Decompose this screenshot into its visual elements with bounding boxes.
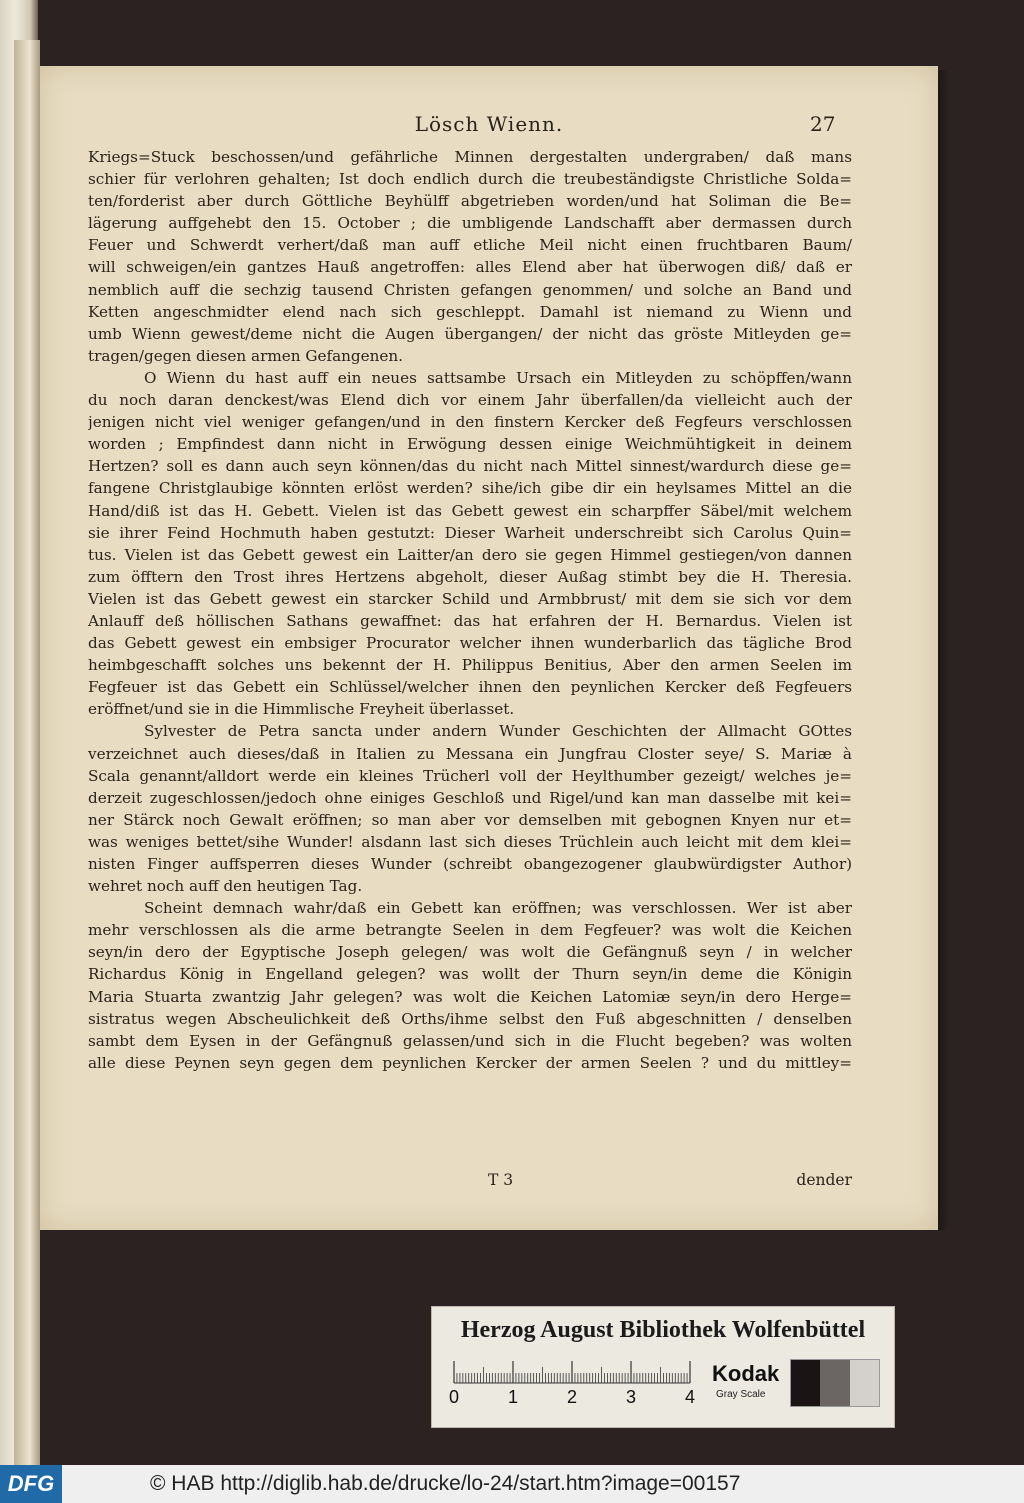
text-line: sistratus wegen Abscheulichkeit deß Orths/ihme selbst den Fuß abgeschnitten / denselben <box>88 1009 852 1028</box>
text-line: lägerung auffgehebt den 15. October ; die umbligende Landschafft aber dermassen durch <box>88 214 852 233</box>
text-line: Ketten angeschmidter elend nach sich geschleppt. Damahl ist niemand zu Wienn und <box>88 302 852 321</box>
text-line: wehret noch auff den heutigen Tag. <box>88 877 363 896</box>
gray-scale-patches <box>790 1359 880 1407</box>
text-line: O Wienn du hast auff ein neues sattsambe Ursach ein Mitleyden zu schöpffen/wann <box>144 368 852 387</box>
text-line: Hertzen? soll es dann auch seyn können/das du nicht nach Mittel sinnest/wardurch diese ge= <box>88 457 852 476</box>
text-line: verzeichnet auch dieses/daß in Italien zu Messana ein Jungfrau Closter seye/ S. Mariæ à <box>88 744 852 763</box>
text-line: Anlauff deß höllischen Sathans gewaffnet: das hat erfahren der H. Bernardus. Vielen ist <box>88 611 852 630</box>
ruler-number: 1 <box>507 1387 519 1405</box>
text-line: Maria Stuarta zwantzig Jahr gelegen? was wolt die Keichen Latomiæ seyn/in dero Herge= <box>88 987 852 1006</box>
text-line: Fegfeuer ist das Gebett ein Schlüssel/welcher ihnen den peynlichen Kercker deß Fegfeuers <box>88 678 852 697</box>
page-footer <box>88 1171 852 1195</box>
text-line: jenigen nicht viel weniger gefangen/und in den finstern Kercker deß Fegfeurs verschlossen <box>88 413 852 432</box>
text-line: ten/forderist aber durch Göttliche Beyhülff abgetrieben worden/und hat Soliman die Be= <box>88 192 852 211</box>
text-line: eröffnet/und sie in die Himmlische Freyheit überlasset. <box>88 700 515 719</box>
facing-page-edge <box>14 40 40 1465</box>
text-line: sambt dem Eysen in der Gefängnuß gelassen/und sich in die Flucht begeben? was wolten <box>88 1031 852 1050</box>
gray-patch <box>791 1360 820 1406</box>
text-line: seyn/in dero der Egyptische Joseph gelegen/ was wolt die Gefängnuß seyn / in welcher <box>88 943 852 962</box>
text-line: will schweigen/ein gantzes Hauß angetroffen: alles Elend aber hat überwogen diß/ daß er <box>88 258 852 277</box>
body-text <box>88 146 852 1074</box>
text-line: nemblich auff die sechzig tausend Christen gefangen genommen/ und solche an Band und <box>88 280 852 299</box>
text-line: du noch daran denckest/was Elend dich vor einem Jahr überfallen/da vielleicht auch der <box>88 391 852 410</box>
running-head <box>40 112 938 142</box>
page-shadow <box>938 70 948 1230</box>
text-line: alle diese Peynen seyn gegen dem peynlichen Kercker der armen Seelen ? und du mittley= <box>88 1053 852 1072</box>
text-line: Scala genannt/alldort werde ein kleines Trücherl voll der Heylthumber gezeigt/ welches je= <box>88 766 852 785</box>
text-line: Vielen ist das Gebett gewest ein starcker Schild und Armbbrust/ mit dem sie sich vor dem <box>88 589 852 608</box>
text-line: sie ihrer Feind Hochmuth haben gestutzt: Dieser Warheit underschreibt sich Carolus Quin= <box>88 523 852 542</box>
ruler-number: 0 <box>448 1387 460 1405</box>
text-line: das Gebett gewest ein embsiger Procurator welcher ihnen wunderbarlich das tägliche Brod <box>88 634 852 653</box>
running-title: Lösch Wienn. <box>414 112 564 136</box>
text-line: nisten Finger auffsperren dieses Wunder (schreibt obangezogener glaubwürdigster Author) <box>88 855 852 873</box>
text-line: derzeit zugeschlossen/jedoch ohne einiges Geschloß und Rigel/und kan man dasselbe mit kei= <box>88 788 852 807</box>
text-line: Feuer und Schwerdt verhert/daß man auff etliche Meil nicht einen fruchtbaren Baum/ <box>88 236 852 255</box>
text-line: tragen/gegen diesen armen Gefangenen. <box>88 346 403 365</box>
ruler-number: 3 <box>625 1387 637 1405</box>
page-number: 27 <box>810 112 836 136</box>
gray-scale-label: Gray Scale <box>716 1389 766 1400</box>
text-line: Scheint demnach wahr/daß ein Gebett kan eröffnen; was verschlossen. Wer ist aber <box>144 899 852 918</box>
text-line: umb Wienn gewest/deme nicht die Augen übergangen/ der nicht das gröste Mitleyden ge= <box>88 324 852 343</box>
gray-patch <box>850 1360 879 1406</box>
text-line: schier für verlohren gehalten; Ist doch endlich durch die treubeständigste Christliche Solda= <box>88 170 852 189</box>
text-line: Kriegs=Stuck beschossen/und gefährliche Minnen dergestalten undergraben/ daß mans <box>88 148 852 166</box>
viewer-footer <box>0 1465 1024 1503</box>
text-line: Sylvester de Petra sancta under andern Wunder Geschichten der Allmacht GOttes <box>144 722 852 741</box>
gray-patch <box>820 1360 849 1406</box>
ruler-number: 4 <box>684 1387 696 1405</box>
library-name: Herzog August Bibliothek Wolfenbüttel <box>460 1317 866 1343</box>
ruler-svg <box>444 1359 700 1405</box>
text-line: tus. Vielen ist das Gebett gewest ein Laitter/an dero sie gegen Himmel gestiegen/von dannen <box>88 545 852 564</box>
text-line: zum öfftern den Trost ihres Hertzens abgeholt, dieser Außag stimbt bey die H. Theresia. <box>88 567 852 586</box>
kodak-brand: Kodak <box>712 1361 780 1386</box>
text-line: ner Stärck noch Gewalt eröffnen; so man aber vor demselben mit gebognen Knyen nur et= <box>88 810 852 829</box>
text-line: Hand/diß ist das H. Gebett. Vielen ist das Gebett gewest ein scharpffer Säbel/mit welchem <box>88 501 852 520</box>
text-line: heimbgeschafft solches uns bekennt der H. Philippus Benitius, Aber den armen Seelen im <box>88 656 852 675</box>
text-line: worden ; Empfindest dann nicht in Erwögung dessen einige Weichmühtigkeit in deinem <box>88 435 852 454</box>
text-line: mehr verschlossen als die arme betrangte Seelen in dem Fegfeuer? was wolt die Keichen <box>88 921 852 940</box>
library-label-card <box>431 1306 895 1428</box>
copyright-link[interactable]: © HAB http://diglib.hab.de/drucke/lo-24/start.htm?image=00157 <box>150 1472 741 1495</box>
ruler-number: 2 <box>566 1387 578 1405</box>
catchword: dender <box>796 1171 852 1189</box>
text-line: was weniges bettet/sihe Wunder! alsdann last sich dieses Trüchlein auch leicht mit dem klei= <box>88 832 852 851</box>
measurement-ruler <box>444 1359 700 1405</box>
text-line: Richardus König in Engelland gelegen? was wollt der Thurn seyn/in deme die Königin <box>88 965 852 984</box>
dfg-logo: DFG <box>0 1465 62 1503</box>
signature-mark: T 3 <box>488 1171 514 1189</box>
text-line: fangene Christglaubige könnten erlöst werden? sihe/ich gibe dir ein heylsames Mittel an die <box>88 479 852 498</box>
